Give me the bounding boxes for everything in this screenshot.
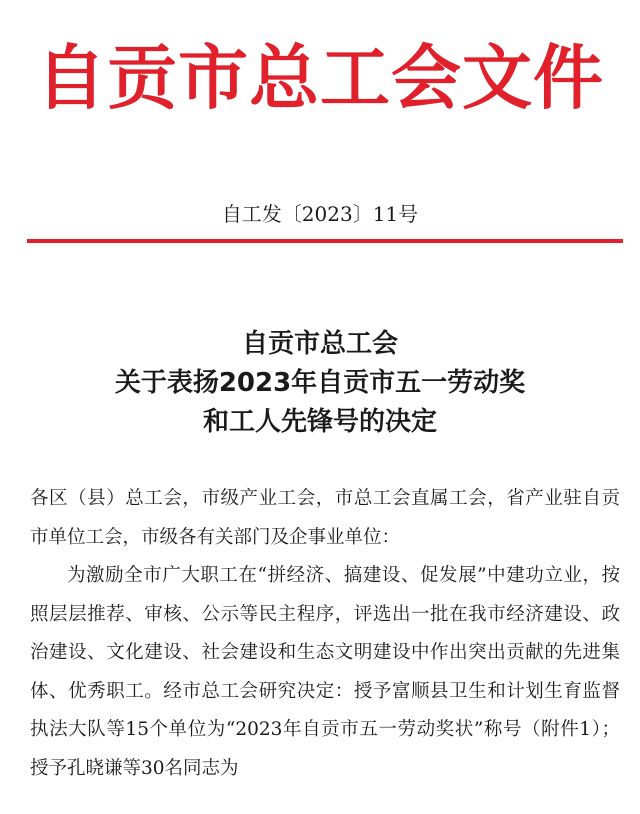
title-line-2: 关于表扬2023年自贡市五一劳动奖 — [114, 368, 526, 398]
body-paragraph: 为激励全市广大职工在“拼经济、搞建设、促发展”中建功立业，按照层层推荐、审核、公示等民主程序，评选出一批在我市经济建设、政治建设、文化建设、社会建设和生态文明建设中作出突出贡献的先进集体、优秀职工。经市总工会研究决定：授予富顺县卫生和计划生育监督执法大队等15个单位为“2023年自贡市五一劳动奖状”称号（附件1）；授予孔晓谦等30名同志为 — [30, 565, 620, 779]
salutation-paragraph: 各区（县）总工会，市级产业工会，市总工会直属工会，省产业驻自贡市单位工会，市级各有关部门及企事业单位： — [30, 488, 620, 548]
document-number: 自工发〔2023〕11号 — [221, 202, 419, 226]
red-divider-line — [27, 239, 623, 243]
title-line-3: 和工人先锋号的决定 — [202, 407, 437, 437]
title-line-1: 自贡市总工会 — [241, 329, 398, 359]
document-header-title: 自贡市总工会文件 — [36, 37, 604, 119]
document-title — [0, 325, 640, 442]
document-body — [30, 480, 620, 788]
